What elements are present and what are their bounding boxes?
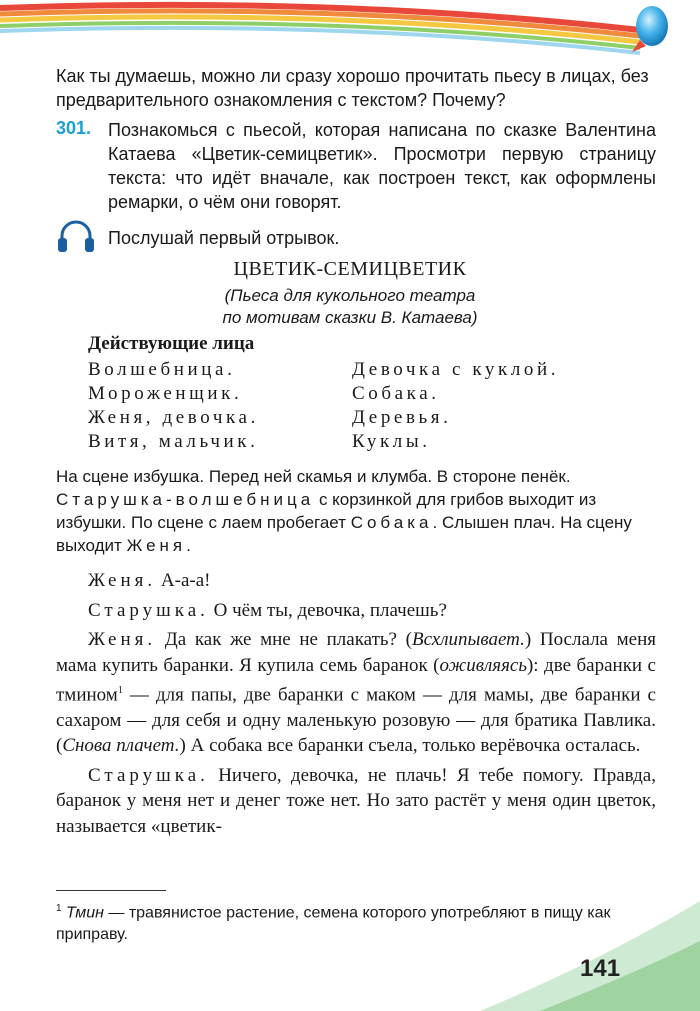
dialog	[56, 568, 656, 839]
stage-text: .	[186, 536, 191, 555]
footnote-ref[interactable]: 1	[117, 685, 123, 696]
intro-question: Как ты думаешь, можно ли сразу хорошо прочитать пьесу в лицах, без предварительного ознакомления с текстом? Почему?	[56, 66, 649, 110]
line-text: ) А собака все баранки съела, только верёвочка осталась.	[179, 735, 641, 757]
remark: оживляясь	[439, 654, 527, 676]
stage-text: На сцене избушка. Перед ней скамья и клумба. В стороне пенёк.	[56, 467, 571, 486]
cast-item: Собака.	[352, 383, 440, 404]
play-title: ЦВЕТИК-СЕМИЦВЕТИК	[233, 258, 467, 280]
task-text: Познакомься с пьесой, которая написана по сказке Валентина Катаева «Цветик-семицветик». Просмотри первую страницу текста: что идёт вначале, как построен текст, как оформлены ремарки, о чём они говорят.	[108, 120, 656, 212]
line-text: Ничего, девочка, не плачь! Я тебе помогу. Правда, баранок у меня нет и денег тоже нет. Но зато растёт у меня один цветок, называется «цветик-	[56, 764, 656, 837]
dialog-line	[56, 598, 656, 624]
footnote-term: Тмин	[66, 904, 104, 922]
cast-column-2	[352, 358, 559, 454]
cast-heading: Действующие лица	[88, 333, 255, 354]
character-name: Старушка-волшебница	[56, 490, 315, 509]
line-text: ) Послала меня мама купить баранки. Я купила семь баранок (	[56, 629, 656, 676]
play-subtitle-line2: по мотивам сказки В. Катаева)	[222, 308, 478, 327]
speaker-name: Старушка.	[88, 764, 209, 786]
cast-item: Волшебница.	[88, 359, 236, 380]
line-text: ): две баранки с тмином	[56, 654, 656, 706]
line-text: О чём ты, девочка, плачешь?	[208, 599, 447, 621]
cast-item: Витя, мальчик.	[88, 431, 259, 452]
footnote-mark: 1	[56, 903, 62, 914]
stage-direction	[56, 465, 656, 557]
speaker-name: Старушка.	[88, 599, 209, 621]
stage-text: . Слышен плач. На сцену выходит	[56, 513, 632, 555]
headphones-icon[interactable]	[56, 218, 96, 254]
play-subtitle-line1: (Пьеса для кукольного театра	[224, 286, 476, 305]
cast-item: Куклы.	[352, 431, 431, 452]
cast-item: Деревья.	[352, 407, 452, 428]
rainbow-decoration	[0, 0, 700, 60]
dialog-line	[56, 763, 656, 840]
line-text: — для папы, две баранки с маком — для мамы, две баранки с сахаром — для себя и одну маленькую розовую — для братика Павлика. (	[56, 684, 656, 757]
remark: Снова плачет.	[62, 735, 180, 757]
remark: Всхлипывает.	[411, 629, 525, 650]
footnote-text: — травянистое растение, семена которого употребляют в пищу как приправу.	[56, 904, 611, 944]
footnote-divider	[56, 890, 166, 891]
line-text: Да как же мне не плакать? (	[156, 629, 412, 650]
dialog-line	[56, 627, 656, 759]
speaker-name: Женя.	[88, 629, 157, 650]
dialog-line	[56, 568, 656, 594]
cast-column-1	[88, 358, 259, 454]
stage-text: с корзинкой для грибов выходит из избушки. По сцене с лаем пробегает	[56, 490, 597, 532]
line-text: А-а-а!	[156, 570, 211, 591]
cast-item: Мороженщик.	[88, 383, 243, 404]
cast-item: Девочка с куклой.	[352, 359, 560, 380]
character-name: Женя	[126, 536, 187, 555]
play-subtitle	[0, 285, 700, 329]
speaker-name: Женя.	[88, 570, 157, 591]
page-number: 141	[580, 955, 621, 982]
task-number: 301.	[56, 118, 92, 138]
cast-item: Женя, девочка.	[88, 407, 259, 428]
character-name: Собака	[350, 513, 433, 532]
listen-instruction: Послушай первый отрывок.	[108, 228, 340, 248]
balloon-icon	[632, 6, 668, 52]
